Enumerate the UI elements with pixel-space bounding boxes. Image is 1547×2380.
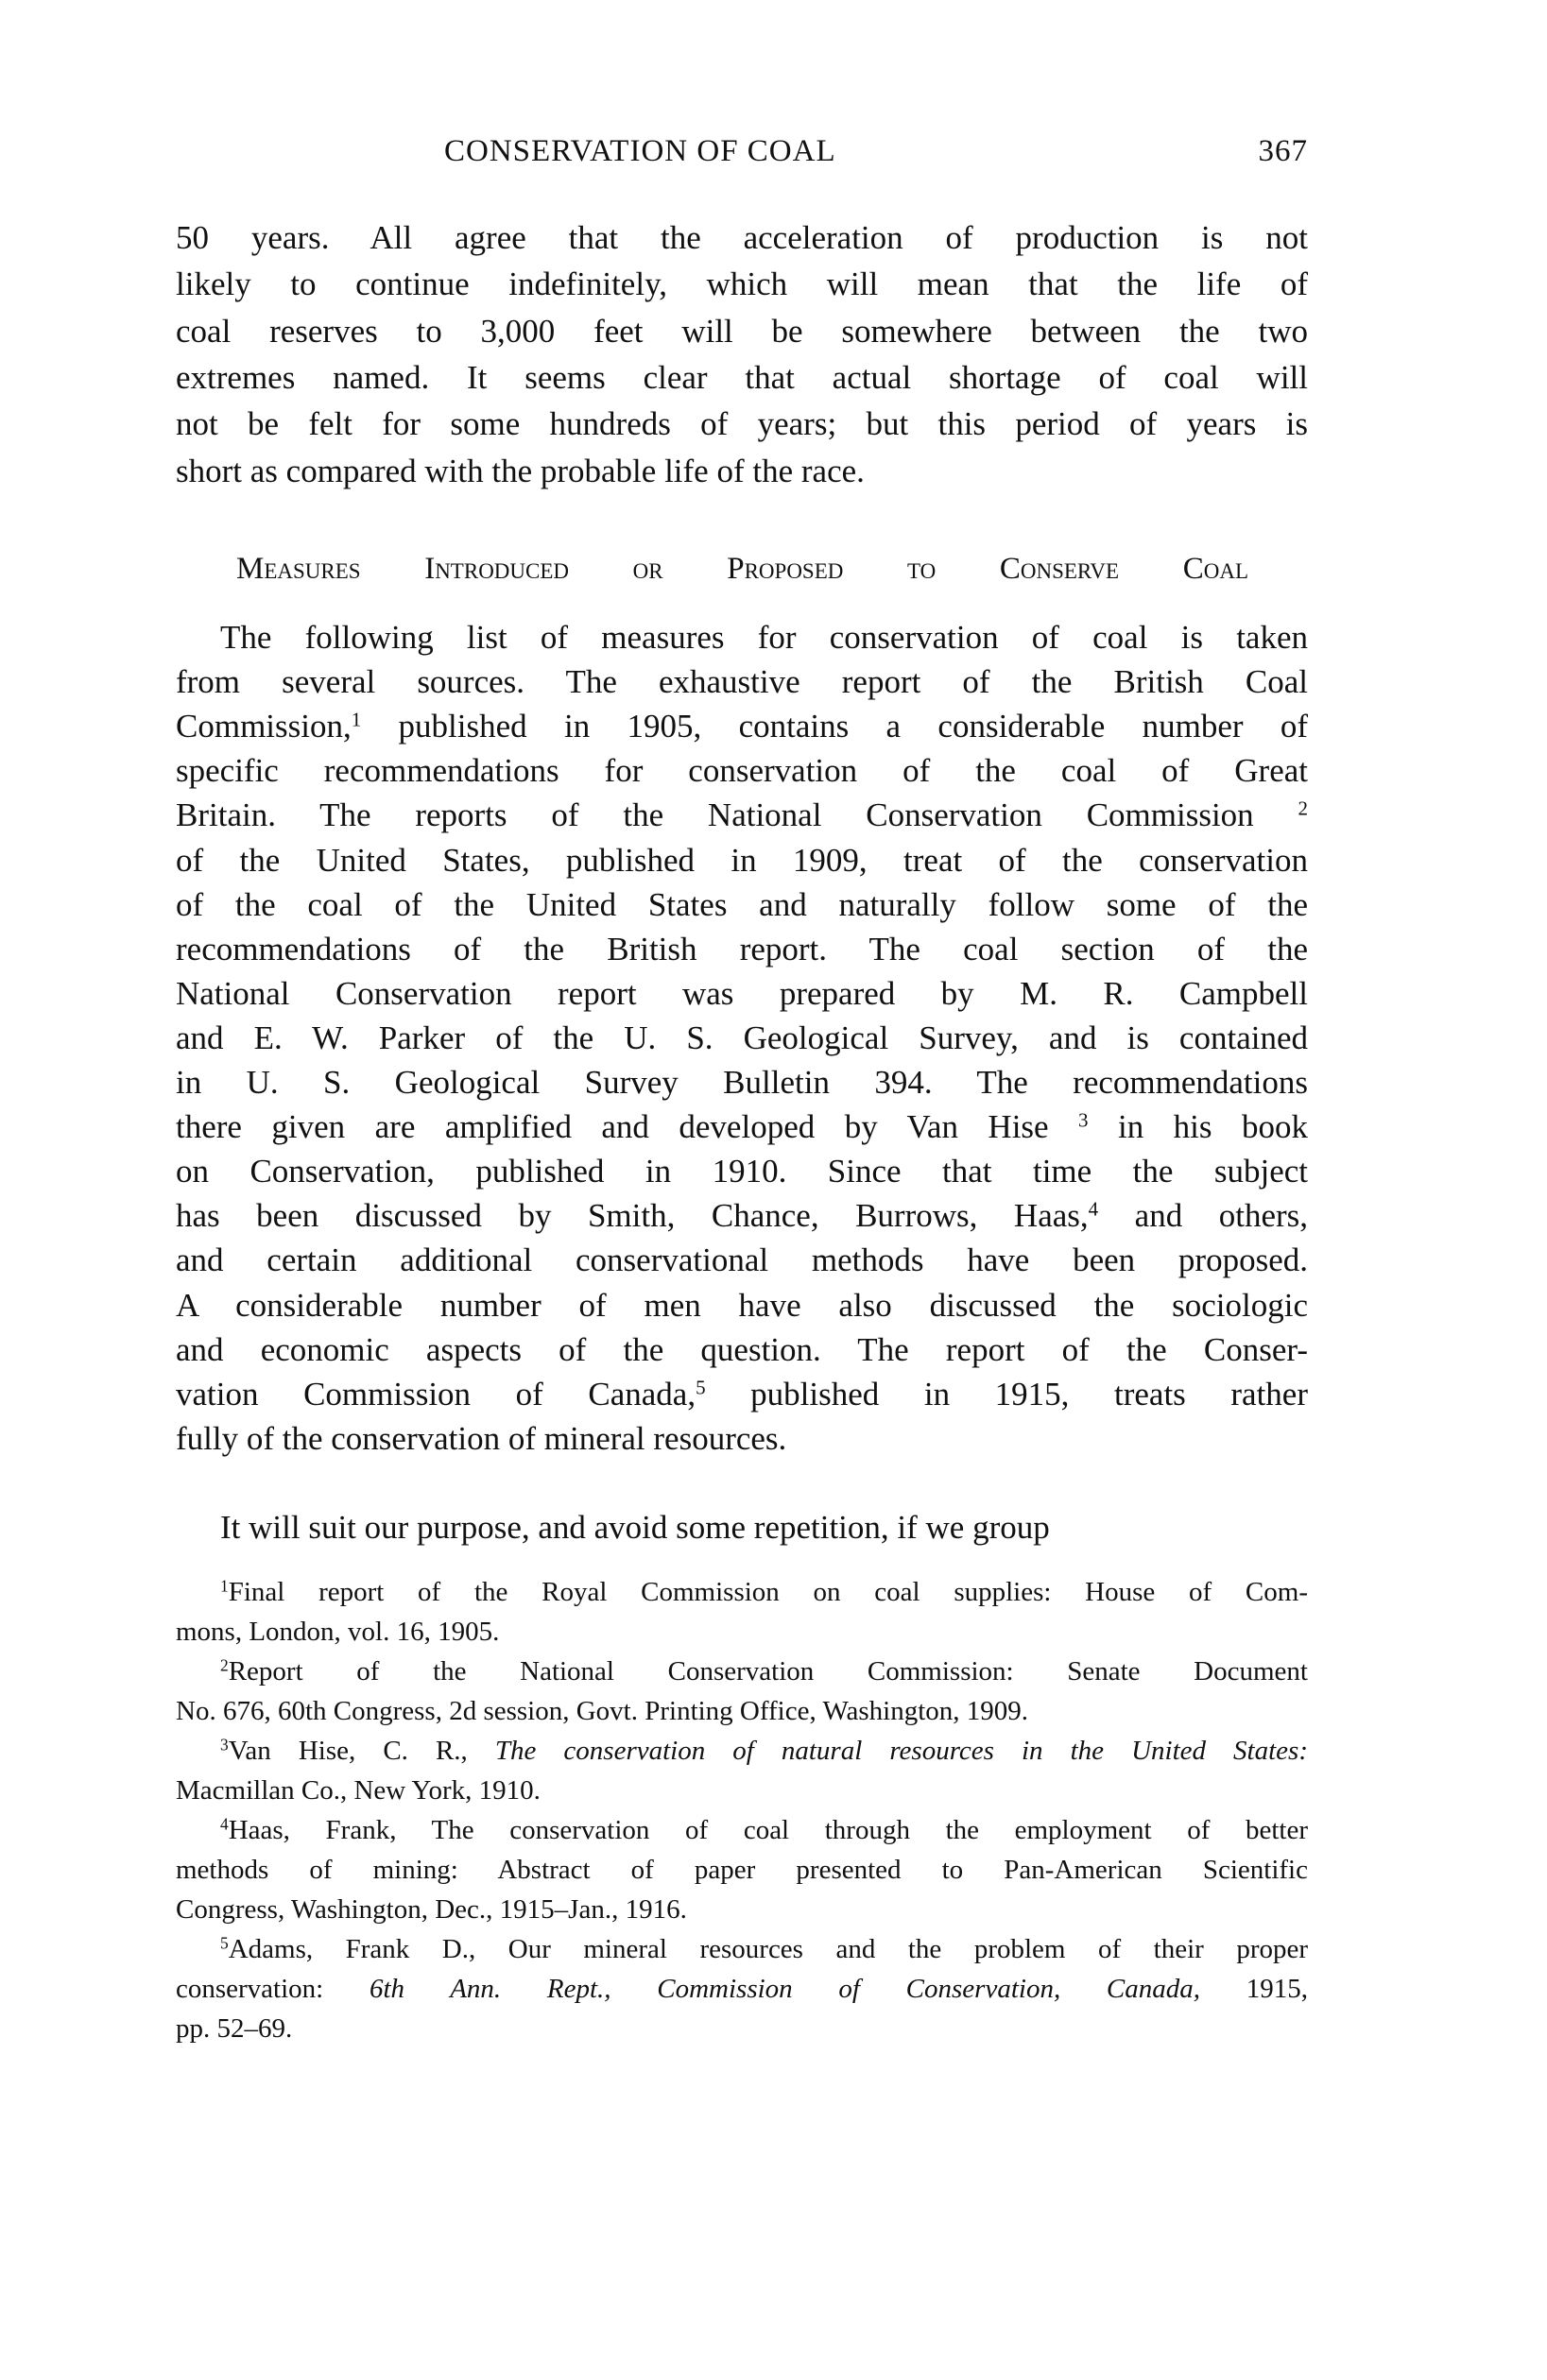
text-line xyxy=(176,1420,1308,1458)
footnote-marker: 4 xyxy=(220,1814,229,1834)
footnote-line xyxy=(220,1576,1308,1608)
footnote-text: conservation: xyxy=(176,1974,370,2004)
text-line xyxy=(176,708,1308,745)
text-line: likely to continue indefinitely, which will mean that the life of xyxy=(176,265,1308,302)
line-text: and E. W. Parker of the U. S. Geological Survey, and is contained xyxy=(176,1019,1308,1056)
footnote-reference[interactable]: 3 xyxy=(1078,1108,1089,1132)
footnote-text: Report of the National Conservation Commission: Senate Document xyxy=(228,1656,1308,1687)
footnote-text: Adams, Frank D., Our mineral resources and the problem of their proper xyxy=(228,1934,1308,1964)
footnote-line xyxy=(176,1695,1308,1727)
footnote-text: 1915, xyxy=(1200,1974,1308,2004)
text-line xyxy=(176,1241,1308,1279)
line-text: in U. S. Geological Survey Bulletin 394. The recommendations xyxy=(176,1064,1308,1101)
text-line xyxy=(176,931,1308,968)
line-text: fully of the conservation of mineral resources. xyxy=(176,1419,787,1457)
line-text: and certain additional conservational methods have been proposed. xyxy=(176,1241,1308,1279)
text-line xyxy=(176,1064,1308,1102)
footnote-reference[interactable]: 5 xyxy=(696,1376,706,1399)
line-text: and economic aspects of the question. The report of the Conser- xyxy=(176,1330,1308,1368)
line-text: recommendations of the British report. The coal section of the xyxy=(176,930,1308,967)
text-line xyxy=(176,886,1308,924)
footnote-line xyxy=(176,1774,1308,1806)
line-text: vation Commission of Canada, xyxy=(176,1375,696,1413)
text-line xyxy=(176,1153,1308,1190)
footnote-line xyxy=(220,1933,1308,1965)
line-text: specific recommendations for conservation of the coal of Great xyxy=(176,752,1308,790)
text-line xyxy=(220,619,1308,657)
footnote-line xyxy=(220,1814,1308,1846)
line-text: in his book xyxy=(1088,1108,1308,1146)
text-line: extremes named. It seems clear that actual shortage of coal will xyxy=(176,359,1308,396)
line-text: The following list of measures for conservation of coal is taken xyxy=(220,619,1308,656)
text-line: short as compared with the probable life of the race. xyxy=(176,453,865,489)
footnote-line xyxy=(220,1735,1308,1767)
text-line: coal reserves to 3,000 feet will be somewhere between the two xyxy=(176,313,1308,350)
footnote-text: methods of mining: Abstract of paper presented to Pan-American Scientific xyxy=(176,1855,1308,1885)
text-line xyxy=(176,752,1308,790)
text-line xyxy=(176,1331,1308,1369)
line-text: of the United States, published in 1909, treat of the conservation xyxy=(176,841,1308,879)
footnote-text: Van Hise, C. R., xyxy=(228,1736,495,1766)
footnote-reference[interactable]: 2 xyxy=(1298,796,1308,820)
text-line xyxy=(176,1108,1308,1146)
text-line xyxy=(176,842,1308,880)
line-text: and others, xyxy=(1098,1197,1309,1235)
footnote-line xyxy=(176,1616,1308,1648)
text-line xyxy=(176,975,1308,1013)
line-text: National Conservation report was prepared by M. R. Campbell xyxy=(176,974,1308,1012)
footnote-italic-title: 6th Ann. Rept., Commission of Conservation, Canada, xyxy=(369,1974,1201,2004)
line-text: published in 1915, treats rather xyxy=(705,1375,1308,1413)
line-text: there given are amplified and developed by Van Hise xyxy=(176,1108,1079,1146)
line-text: Britain. The reports of the National Conservation Commission xyxy=(176,796,1298,834)
footnote-line xyxy=(176,1973,1308,2005)
footnote-italic-title: The conservation of natural resources in the United States: xyxy=(494,1736,1308,1766)
footnote-text: Haas, Frank, The conservation of coal through the employment of better xyxy=(228,1815,1308,1845)
footnote-line xyxy=(176,1893,1308,1926)
line-text: on Conservation, published in 1910. Since that time the subject xyxy=(176,1153,1308,1190)
footnote-marker: 1 xyxy=(220,1576,229,1596)
footnote-text: mons, London, vol. 16, 1905. xyxy=(176,1617,500,1647)
text-line xyxy=(176,663,1308,701)
footnote-line xyxy=(176,2012,1308,2045)
footnote-marker: 3 xyxy=(220,1735,229,1755)
running-head xyxy=(176,134,1308,172)
text-line: It will suit our purpose, and avoid some repetition, if we group xyxy=(220,1509,1050,1546)
text-line xyxy=(176,1019,1308,1057)
text-line: not be felt for some hundreds of years; but this period of years is xyxy=(176,405,1308,442)
footnote-text: Macmillan Co., New York, 1910. xyxy=(176,1775,541,1806)
footnote-reference[interactable]: 4 xyxy=(1088,1197,1099,1221)
footnote-line xyxy=(220,1655,1308,1687)
page-number: 367 xyxy=(1258,134,1308,168)
text-line xyxy=(176,1287,1308,1325)
text-line: 50 years. All agree that the acceleration of production is not xyxy=(176,219,1308,256)
text-line xyxy=(176,1197,1308,1235)
text-line xyxy=(176,796,1308,834)
text-line xyxy=(176,1376,1308,1413)
running-head-title: CONSERVATION OF COAL xyxy=(444,134,836,168)
line-text: published in 1905, contains a considerable number of xyxy=(361,708,1308,745)
footnote-text: pp. 52–69. xyxy=(176,2013,293,2044)
footnote-text: No. 676, 60th Congress, 2d session, Govt. Printing Office, Washington, 1909. xyxy=(176,1696,1029,1726)
footnote-marker: 2 xyxy=(220,1655,229,1675)
footnote-text: Final report of the Royal Commission on coal supplies: House of Com- xyxy=(228,1577,1308,1607)
footnote-reference[interactable]: 1 xyxy=(351,708,362,731)
footnote-marker: 5 xyxy=(220,1933,229,1953)
line-text: Commission, xyxy=(176,708,352,745)
footnote-line xyxy=(176,1854,1308,1886)
line-text: from several sources. The exhaustive report of the British Coal xyxy=(176,663,1308,701)
footnote-text: Congress, Washington, Dec., 1915–Jan., 1916. xyxy=(176,1894,687,1925)
section-heading: Measures Introduced or Proposed to Conserve Coal xyxy=(236,552,1248,586)
line-text: of the coal of the United States and naturally follow some of the xyxy=(176,885,1308,923)
line-text: A considerable number of men have also discussed the sociologic xyxy=(176,1286,1308,1324)
line-text: has been discussed by Smith, Chance, Burrows, Haas, xyxy=(176,1197,1089,1235)
